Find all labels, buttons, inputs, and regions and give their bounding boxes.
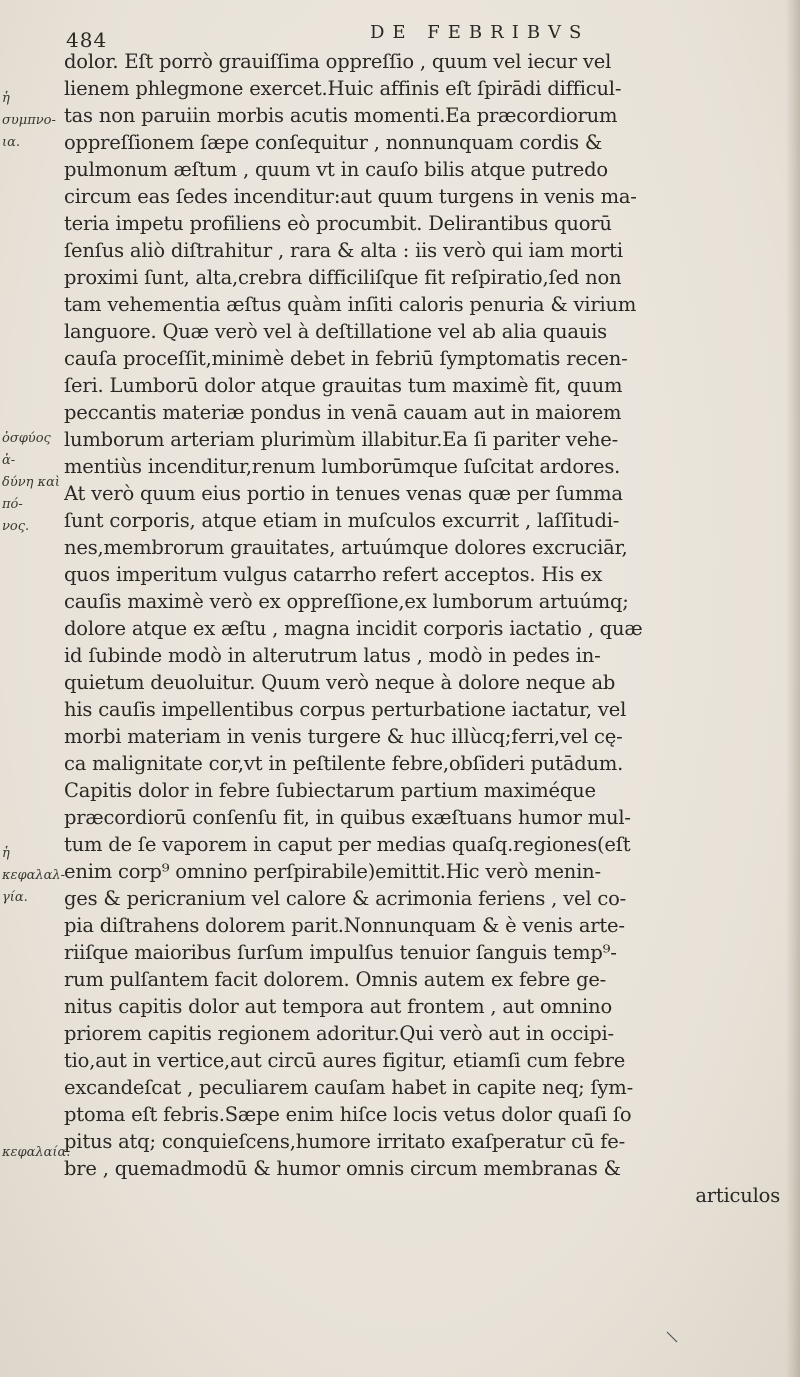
page-header <box>0 14 800 52</box>
text-line: his cauſis impellentibus corpus perturbatione iactatur, vel <box>64 698 627 721</box>
text-line: tio,aut in vertice,aut circū aures figitur, etiamſi cum febre <box>64 1049 626 1072</box>
text-line: lumborum arteriam plurimùm illabitur.Ea ſi pariter vehe- <box>64 428 618 451</box>
catchword: articulos <box>695 1184 780 1207</box>
margin-note-kephalaia: κεφαλαία. <box>2 1145 71 1160</box>
text-line: pitus atq; conquieſcens,humore irritato exaſperatur cū fe- <box>64 1130 625 1153</box>
text-line: bre , quemadmodū & humor omnis circum membranas & <box>64 1157 621 1180</box>
page-number: 484 <box>66 28 108 52</box>
text-line: cauſis maximè verò ex oppreſſione,ex lumborum artuúmq; <box>64 590 629 613</box>
text-line: quos imperitum vulgus catarrho refert acceptos. His ex <box>64 563 603 586</box>
text-line: oppreſſionem ſæpe conſequitur , nonnunquam cordis & <box>64 131 603 154</box>
body-text <box>64 48 790 1209</box>
margin-note-osphyos: ὀσφύος ἀ- δύνη καὶ πό- νος. <box>2 431 60 534</box>
text-line: Capitis dolor in febre ſubiectarum partium maximéque <box>64 779 596 802</box>
text-line: pia diſtrahens dolorem parit.Nonnunquam & è venis arte- <box>64 914 625 937</box>
text-line: proximi ſunt, alta,crebra difficiliſque fit reſpiratio,ſed non <box>64 266 622 289</box>
running-head: DE FEBRIBVS <box>370 22 590 43</box>
text-line: pulmonum æſtum , quum vt in cauſo bilis atque putredo <box>64 158 608 181</box>
text-line: lienem phlegmone exercet.Huic affinis eſt ſpirādi difficul- <box>64 77 622 100</box>
text-line: ſunt corporis, atque etiam in muſculos excurrit , laſſitudi- <box>64 509 620 532</box>
text-line: riiſque maioribus ſurſum impulſus tenuior ſanguis temp⁹- <box>64 941 617 964</box>
text-line: præcordiorū conſenſu fit, in quibus exæſtuans humor mul- <box>64 806 631 829</box>
text-line: tas non paruiin morbis acutis momenti.Ea præcordiorum <box>64 104 618 127</box>
text-line: morbi materiam in venis turgere & huc illùcq;ferri,vel cę- <box>64 725 623 748</box>
text-line: nitus capitis dolor aut tempora aut frontem , aut omnino <box>64 995 612 1018</box>
text-line: languore. Quæ verò vel à deſtillatione vel ab alia quauis <box>64 320 607 343</box>
text-line: excandeſcat , peculiarem cauſam habet in capite neq; ſym- <box>64 1076 633 1099</box>
margin-note-sympnoia: ἡ συμπνο- ια. <box>2 91 56 150</box>
text-line: tum de ſe vaporem in caput per medias quaſq.regiones(eſt <box>64 833 631 856</box>
text-line: circum eas ſedes incenditur:aut quum turgens in venis ma- <box>64 185 637 208</box>
margin-note-kephalalgia: ἡ κεφαλαλ- γία. <box>2 846 66 905</box>
text-line: cauſa proceſſit,minimè debet in febriū ſymptomatis recen- <box>64 347 628 370</box>
text-line: tam vehementia æſtus quàm inſiti caloris penuria & virium <box>64 293 637 316</box>
text-line: nes,membrorum grauitates, artuúmque dolores excruciār, <box>64 536 628 559</box>
text-line: mentiùs incenditur,renum lumborūmque ſuſcitat ardores. <box>64 455 621 478</box>
text-line: peccantis materiæ pondus in venā cauam aut in maiorem <box>64 401 622 424</box>
text-line: ptoma eſt febris.Sæpe enim hiſce locis vetus dolor quaſi ſo <box>64 1103 632 1126</box>
text-line: dolor. Eſt porrò grauiſſima oppreſſio , quum vel iecur vel <box>64 50 612 73</box>
text-line: priorem capitis regionem adoritur.Qui verò aut in occipi- <box>64 1022 614 1045</box>
text-line: teria impetu profiliens eò procumbit. Delirantibus quorū <box>64 212 612 235</box>
text-line: rum pulſantem facit dolorem. Omnis autem ex febre ge- <box>64 968 607 991</box>
pencil-mark <box>665 1330 679 1344</box>
text-line: ſenſus aliò diſtrahitur , rara & alta : iis verò qui iam morti <box>64 239 623 262</box>
text-line: ges & pericranium vel calore & acrimonia feriens , vel co- <box>64 887 627 910</box>
text-line: ca malignitate cor,vt in peſtilente febre,obſideri putādum. <box>64 752 624 775</box>
text-line: dolore atque ex æſtu , magna incidit corporis iactatio , quæ <box>64 617 643 640</box>
text-line: quietum deuoluitur. Quum verò neque à dolore neque ab <box>64 671 616 694</box>
text-line: At verò quum eius portio in tenues venas quæ per ſumma <box>64 482 623 505</box>
text-line: enim corp⁹ omnino perſpirabile)emittit.Hic verò menin- <box>64 860 601 883</box>
text-line: id ſubinde modò in alterutrum latus , modò in pedes in- <box>64 644 601 667</box>
text-line: ſeri. Lumborū dolor atque grauitas tum maximè fit, quum <box>64 374 623 397</box>
